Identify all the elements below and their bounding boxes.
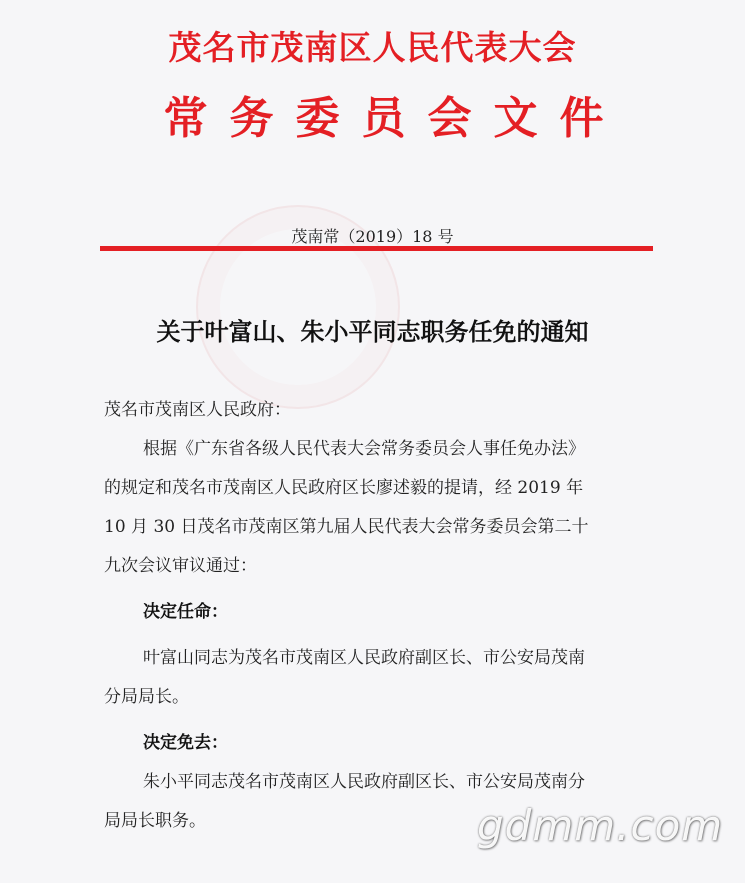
header-org-name: 茂名市茂南区人民代表大会	[168, 28, 577, 67]
doc-number: 茂南常（2019）18 号	[291, 227, 454, 246]
appoint-heading: 决定任命：	[143, 602, 228, 622]
intro-line: 10 月 30 日茂名市茂南区第九届人民代表大会常务委员会第二十	[104, 517, 589, 537]
appoint-line: 分局局长。	[104, 687, 189, 707]
intro-line: 的规定和茂名市茂南区人民政府区长廖述毅的提请，经 2019 年	[104, 478, 584, 498]
header-doc-type: 常务委员会文件	[163, 93, 626, 144]
red-divider	[100, 246, 653, 251]
intro-line: 九次会议审议通过：	[104, 556, 257, 576]
site-watermark: gdmm.com	[477, 801, 724, 850]
notice-title: 关于叶富山、朱小平同志职务任免的通知	[156, 317, 589, 346]
remove-line: 局局长职务。	[104, 811, 206, 831]
appoint-line: 叶富山同志为茂名市茂南区人民政府副区长、市公安局茂南	[143, 648, 585, 668]
remove-line: 朱小平同志茂名市茂南区人民政府副区长、市公安局茂南分	[143, 772, 585, 792]
remove-heading: 决定免去：	[143, 733, 228, 753]
recipient: 茂名市茂南区人民政府：	[104, 400, 291, 420]
intro-line: 根据《广东省各级人民代表大会常务委员会人事任免办法》	[143, 439, 585, 459]
